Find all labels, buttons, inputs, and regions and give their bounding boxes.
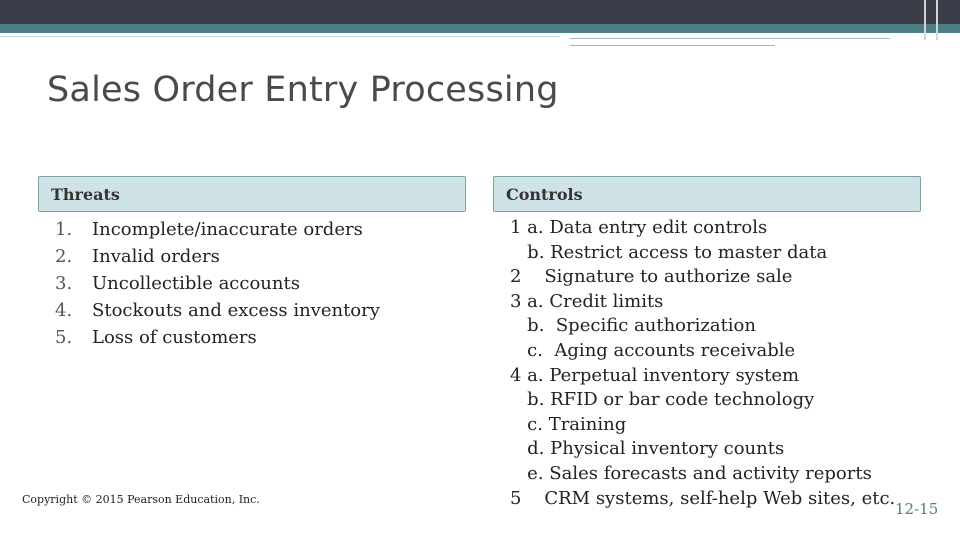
teal-decorative-bar (0, 24, 960, 33)
page-title: Sales Order Entry Processing (47, 70, 559, 110)
decorative-line (570, 38, 890, 39)
controls-header (493, 176, 921, 212)
item-number: 5. (55, 327, 73, 348)
item-number: 3. (55, 273, 73, 294)
list-item: 4 a. Perpetual inventory system (510, 364, 800, 386)
top-decorative-bar (0, 0, 960, 24)
list-item: e. Sales forecasts and activity reports (510, 462, 872, 484)
list-item (55, 216, 380, 243)
list-item: 5 CRM systems, self-help Web sites, etc. (510, 487, 896, 509)
controls-header-label: Controls (506, 184, 583, 204)
item-text: Invalid orders (92, 246, 220, 267)
item-text: Loss of customers (92, 327, 257, 348)
item-number: 2. (55, 246, 73, 267)
list-item: 1 a. Data entry edit controls (510, 217, 768, 238)
list-item: b. Specific authorization (510, 315, 756, 337)
copyright-notice: Copyright © 2015 Pearson Education, Inc. (22, 493, 260, 506)
decorative-line (570, 45, 775, 46)
list-item: 3 a. Credit limits (510, 290, 664, 312)
item-number: 1. (55, 219, 73, 240)
list-item: c. Aging accounts receivable (510, 339, 796, 361)
list-item: c. Training (510, 413, 627, 435)
threats-header-label: Threats (51, 184, 120, 204)
list-item (55, 324, 380, 351)
item-text: Uncollectible accounts (92, 273, 300, 294)
list-item: b. RFID or bar code technology (510, 389, 815, 411)
list-item: 2 Signature to authorize sale (510, 266, 793, 288)
list-item: d. Physical inventory counts (510, 438, 785, 460)
threats-list (55, 216, 380, 351)
threats-header (38, 176, 466, 212)
list-item: b. Restrict access to master data (510, 241, 828, 263)
decorative-line (0, 36, 560, 37)
item-text: Incomplete/inaccurate orders (92, 219, 363, 240)
page-number: 12-15 (895, 500, 939, 518)
list-item (55, 297, 380, 324)
list-item (55, 243, 380, 270)
item-number: 4. (55, 300, 73, 321)
list-item (55, 270, 380, 297)
controls-list (510, 216, 895, 511)
item-text: Stockouts and excess inventory (92, 300, 380, 321)
decorative-stripes (924, 0, 938, 40)
